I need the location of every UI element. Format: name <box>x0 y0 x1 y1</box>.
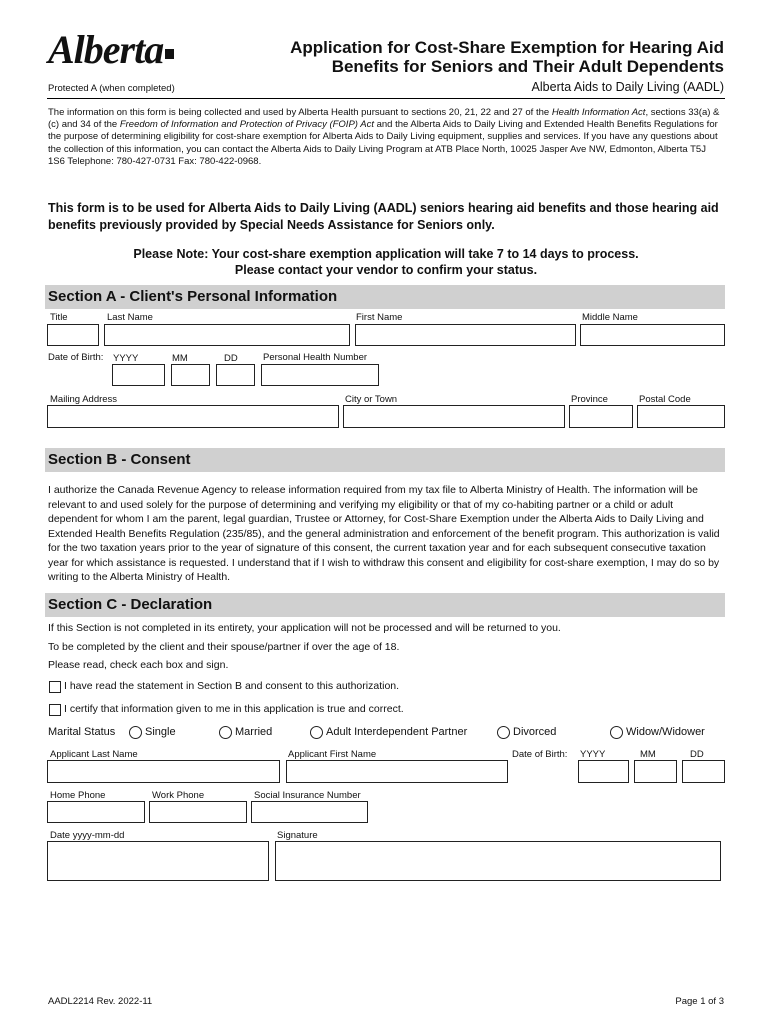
dob-mm-label: MM <box>172 353 188 364</box>
middle-name-label: Middle Name <box>582 312 638 323</box>
certify-checkbox-label: I certify that information given to me in this application is true and correct. <box>64 703 404 715</box>
dob-dd-field[interactable] <box>216 364 255 386</box>
title-label: Title <box>50 312 68 323</box>
protected-label: Protected A (when completed) <box>48 83 175 94</box>
province-label: Province <box>571 394 608 405</box>
date-field[interactable] <box>47 841 269 881</box>
section-a-heading: Section A - Client's Personal Information <box>45 285 725 309</box>
marital-divorced-label: Divorced <box>513 726 557 738</box>
applicant-first-name-field[interactable] <box>286 760 508 783</box>
signature-field[interactable] <box>275 841 721 881</box>
applicant-dob-label: Date of Birth: <box>512 749 568 760</box>
certify-checkbox[interactable] <box>49 704 61 716</box>
section-b-heading: Section B - Consent <box>45 448 725 472</box>
applicant-last-name-label: Applicant Last Name <box>50 749 138 760</box>
dob-yyyy-label: YYYY <box>113 353 139 364</box>
first-name-field[interactable] <box>355 324 576 346</box>
signature-label: Signature <box>277 830 318 841</box>
applicant-dob-dd-label: DD <box>690 749 704 760</box>
applicant-dob-yyyy-label: YYYY <box>580 749 606 760</box>
completion-instruction: To be completed by the client and their spouse/partner if over the age of 18. <box>48 641 400 653</box>
phn-label: Personal Health Number <box>263 352 368 363</box>
consent-checkbox[interactable] <box>49 681 61 693</box>
title-field[interactable] <box>47 324 99 346</box>
form-purpose-note: This form is to be used for Alberta Aids to Daily Living (AADL) seniors hearing aid benefits and those hearing aid benefits previously provided by Special Needs Assistance for Seniors only. <box>48 201 719 232</box>
province-field[interactable] <box>569 405 633 428</box>
applicant-last-name-field[interactable] <box>47 760 280 783</box>
applicant-dob-mm-field[interactable] <box>634 760 677 783</box>
logo-flag-icon <box>165 49 174 59</box>
marital-status-label: Marital Status <box>48 726 116 738</box>
postal-code-label: Postal Code <box>639 394 691 405</box>
work-phone-field[interactable] <box>149 801 247 823</box>
marital-widow-radio[interactable] <box>610 726 623 739</box>
marital-single-radio[interactable] <box>129 726 142 739</box>
home-phone-label: Home Phone <box>50 790 106 801</box>
alberta-logo: Alberta <box>48 30 174 70</box>
city-label: City or Town <box>345 394 398 405</box>
city-field[interactable] <box>343 405 565 428</box>
header-divider <box>47 98 725 99</box>
middle-name-field[interactable] <box>580 324 725 346</box>
phn-field[interactable] <box>261 364 379 386</box>
incomplete-warning: If this Section is not completed in its entirety, your application will not be processed and will be returned to you. <box>48 622 561 634</box>
mailing-address-field[interactable] <box>47 405 339 428</box>
processing-note: Please Note: Your cost-share exemption application will take 7 to 14 days to process. Please contact your vendor to confirm your status. <box>133 247 639 277</box>
marital-aip-label: Adult Interdependent Partner <box>326 726 468 738</box>
home-phone-field[interactable] <box>47 801 145 823</box>
program-name: Alberta Aids to Daily Living (AADL) <box>531 80 724 94</box>
mailing-address-label: Mailing Address <box>50 394 118 405</box>
form-id: AADL2214 Rev. 2022-11 <box>48 996 153 1007</box>
first-name-label: First Name <box>356 312 403 323</box>
applicant-dob-yyyy-field[interactable] <box>578 760 629 783</box>
marital-married-radio[interactable] <box>219 726 232 739</box>
applicant-dob-dd-field[interactable] <box>682 760 725 783</box>
dob-dd-label: DD <box>224 353 238 364</box>
marital-widow-label: Widow/Widower <box>626 726 705 738</box>
last-name-field[interactable] <box>104 324 350 346</box>
privacy-statement: The information on this form is being collected and used by Alberta Health pursuant to sections 20, 21, 22 and 27 of the Health Information Act, sections 33(a) & (c) and 34 of the Freedom of Information and Protection of Privacy (FOIP) Act and the Alberta Aids to Daily Living and Extended Health Benefits Regulations for the purpose of determining eligibility for cost-share exemption for Alberta Aids to Daily Living equipment, supplies and services. If you have any questions about the collection of this information, you can contact the Alberta Aids to Daily Living Program at ATB Place North, 10025 Jasper Ave NW, Edmonton, Alberta T5J 1S6 Telephone: 780-427-0731 Fax: 780-422-0968. <box>48 107 720 167</box>
work-phone-label: Work Phone <box>152 790 205 801</box>
applicant-dob-mm-label: MM <box>640 749 656 760</box>
dob-yyyy-field[interactable] <box>112 364 165 386</box>
postal-code-field[interactable] <box>637 405 725 428</box>
dob-label: Date of Birth: <box>48 352 104 363</box>
marital-divorced-radio[interactable] <box>497 726 510 739</box>
applicant-first-name-label: Applicant First Name <box>288 749 377 760</box>
section-c-heading: Section C - Declaration <box>45 593 725 617</box>
check-instruction: Please read, check each box and sign. <box>48 659 229 671</box>
consent-text: I authorize the Canada Revenue Agency to release information required from my tax file to Alberta Ministry of Health. The information will be relevant to and used solely for the purpose of determining and verifying my eligibility or that of my co-habiting partner or a child or adult dependent for whom I am the parent, legal guardian, Trustee or Attorney, for Cost-Share Exemption under the Alberta Aids to Daily Living and Extended Health Benefits Regulation (235/85), and the general administration and enforcement of the benefit program. This authorization is valid for the two taxation years prior to the year of signature of this consent, the current taxation year and for each subsequent consecutive taxation year for which assistance is requested. I understand that if I wish to withdraw this consent and eligibility for cost-share exemption, I may do so by writing to the Alberta Ministry of Health. <box>48 484 720 583</box>
page-number: Page 1 of 3 <box>675 996 724 1007</box>
date-label: Date yyyy-mm-dd <box>50 830 125 841</box>
dob-mm-field[interactable] <box>171 364 210 386</box>
marital-single-label: Single <box>145 726 176 738</box>
form-title: Application for Cost-Share Exemption for Hearing Aid Benefits for Seniors and Their Adult Dependents <box>290 38 724 76</box>
marital-married-label: Married <box>235 726 273 738</box>
sin-field[interactable] <box>251 801 368 823</box>
marital-aip-radio[interactable] <box>310 726 323 739</box>
sin-label: Social Insurance Number <box>254 790 361 801</box>
last-name-label: Last Name <box>107 312 153 323</box>
consent-checkbox-label: I have read the statement in Section B and consent to this authorization. <box>64 680 400 692</box>
